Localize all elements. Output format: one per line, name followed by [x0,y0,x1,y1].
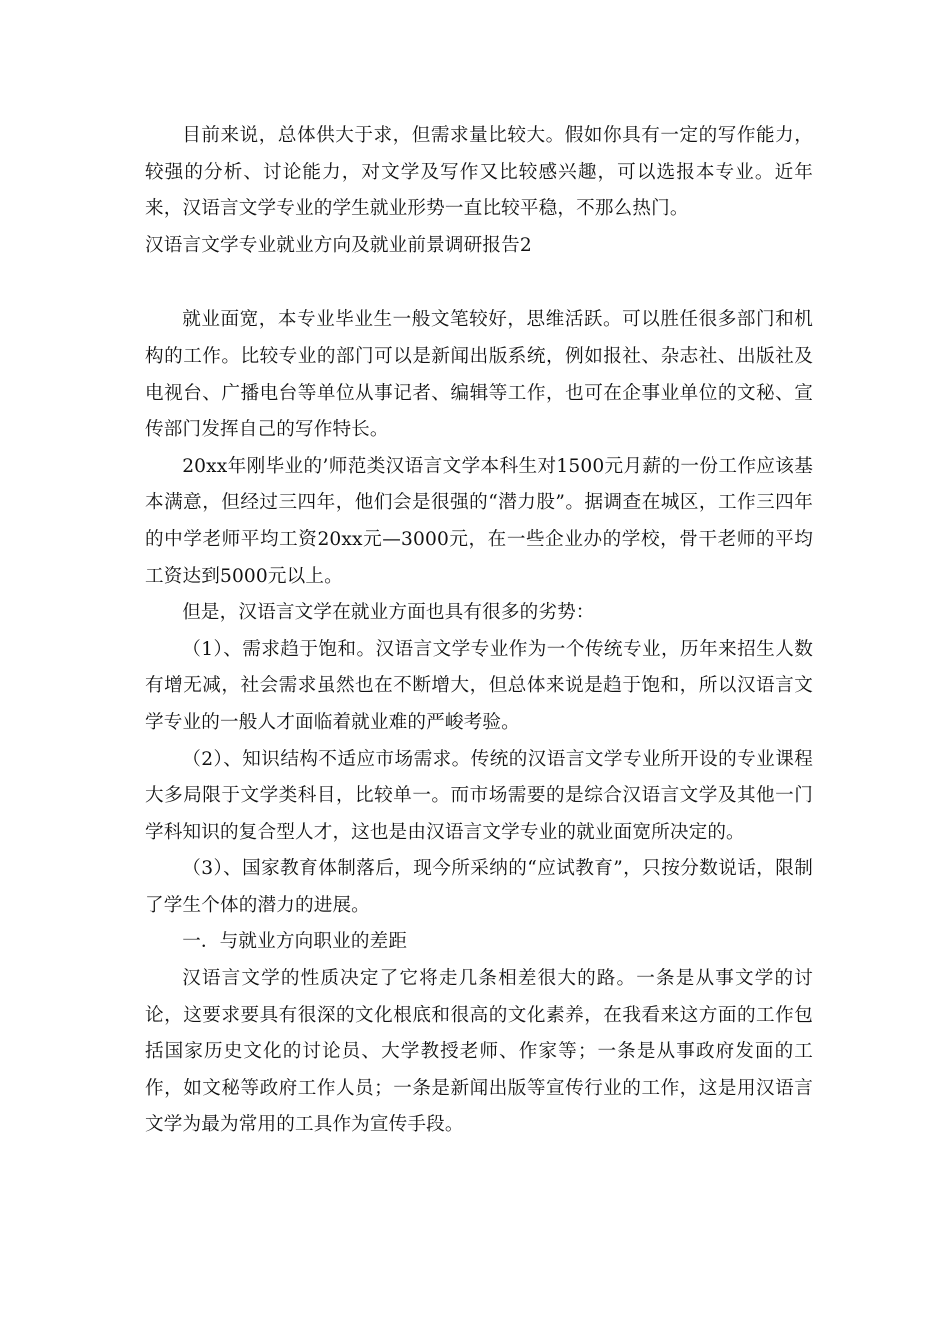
section-title: 汉语言文学专业就业方向及就业前景调研报告2 [145,234,532,256]
blank-line [145,264,813,302]
paragraph-disadvantage-1: （1）、需求趋于饱和。汉语言文学专业作为一个传统专业，历年来招生人数有增无减，社会需求虽然也在不断增大，但总体来说是趋于饱和，所以汉语言文学专业的一般人才面临着就业难的严峻考验。 [145,638,813,733]
document-page [145,118,813,1144]
paragraph-disadvantages-intro: 但是，汉语言文学在就业方面也具有很多的劣势： [182,602,595,624]
paragraph-disadvantage-3: （3）、国家教育体制落后，现今所采纳的“应试教育”，只按分数说话，限制了学生个体的潜力的进展。 [145,858,813,916]
paragraph-disadvantage-2: （2）、知识结构不适应市场需求。传统的汉语言文学专业所开设的专业课程大多局限于文学类科目，比较单一。而市场需要的是综合汉语言文学及其他一门学科知识的复合型人才，这也是由汉语言文学专业的就业面宽所决定的。 [145,748,813,843]
paragraph-employment-scope: 就业面宽，本专业毕业生一般文笔较好，思维活跃。可以胜任很多部门和机构的工作。比较专业的部门可以是新闻出版系统，例如报社、杂志社、出版社及电视台、广播电台等单位从事记者、编辑等工作，也可在企事业单位的文秘、宣传部门发挥自己的写作特长。 [145,309,813,441]
paragraph-salary: 20xx年刚毕业的’师范类汉语言文学本科生对1500元月薪的一份工作应该基本满意，但经过三四年，他们会是很强的“潜力股”。据调查在城区，工作三四年的中学老师平均工资20xx元—3000元，在一些企业办的学校，骨干老师的平均工资达到5000元以上。 [145,455,813,587]
subheading-career-gap: 一．与就业方向职业的差距 [182,931,408,953]
paragraph-career-paths: 汉语言文学的性质决定了它将走几条相差很大的路。一条是从事文学的讨论，这要求要具有很深的文化根底和很高的文化素养，在我看来这方面的工作包括国家历史文化的讨论员、大学教授老师、作家等；一条是从事政府发面的工作，如文秘等政府工作人员；一条是新闻出版等宣传行业的工作，这是用汉语言文学为最为常用的工具作为宣传手段。 [145,968,813,1136]
paragraph-supply-demand: 目前来说，总体供大于求，但需求量比较大。假如你具有一定的写作能力，较强的分析、讨论能力，对文学及写作又比较感兴趣，可以选报本专业。近年来，汉语言文学专业的学生就业形势一直比较平稳，不那么热门。 [145,125,813,220]
